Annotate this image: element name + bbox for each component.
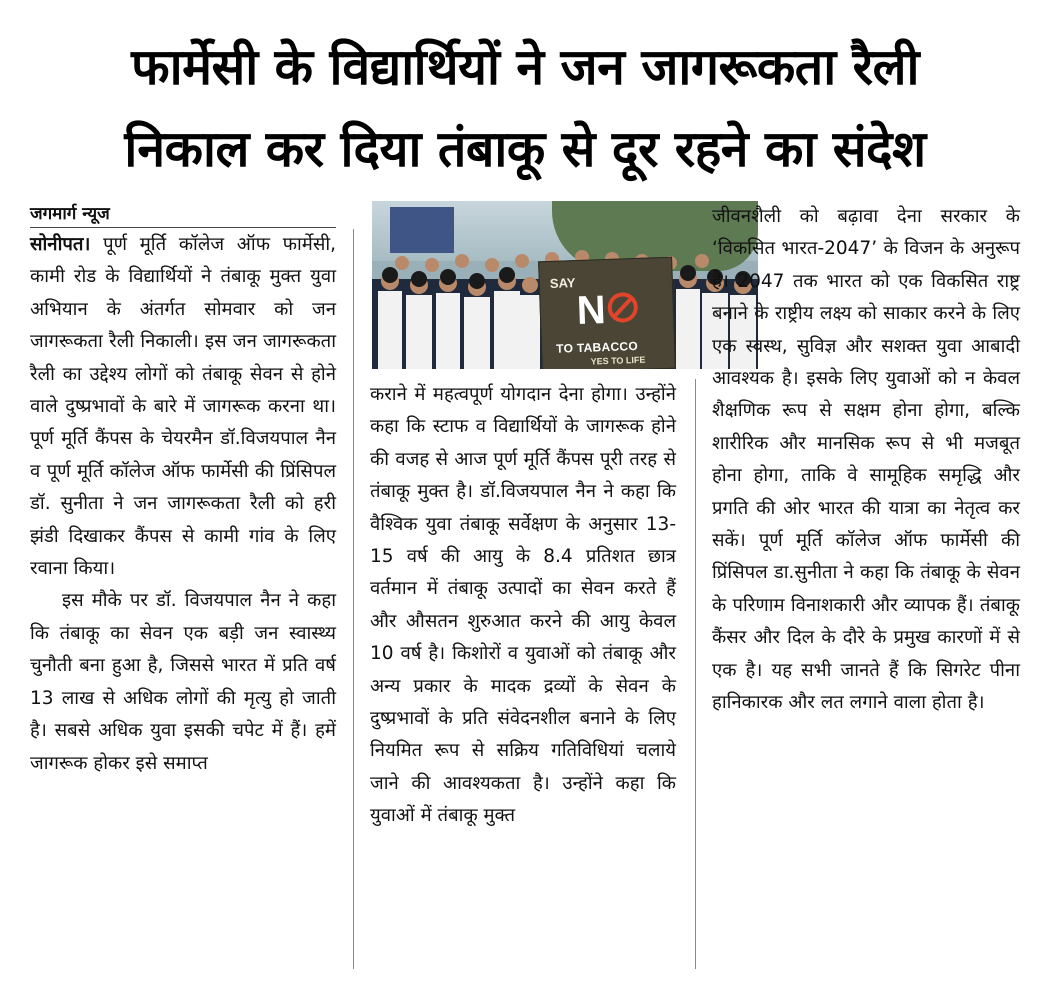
headline-line-2: निकाल कर दिया तंबाकू से दूर रहने का संदेश: [124, 120, 926, 178]
column-1-paragraph-2: इस मौके पर डॉ. विजयपाल नैन ने कहा कि तंबाकू का सेवन एक बड़ी जन स्वास्थ्य चुनौती बना हुआ है, जिससे भारत में प्रति वर्ष 13 लाख से अधिक लोगों की मृत्यु हो जाती है। सबसे अधिक युवा इसकी चपेट में हैं। हमें जागरूक होकर इसे समाप्त: [30, 590, 336, 774]
no-tobacco-banner: [538, 257, 676, 369]
column-1-paragraph-1: पूर्ण मूर्ति कॉलेज ऑफ फार्मेसी, कामी रोड के विद्यार्थियों ने तंबाकू मुक्त युवा अभियान के अंतर्गत सोमवार को जन जागरूकता रैली निकाली। इस जन जागरूकता रैली का उद्देश्य लोगों को तंबाकू सेवन से होने वाले दुष्प्रभावों के बारे में जागरूक करना था। पूर्ण मूर्ति कैंपस के चेयरमैन डॉ.विजयपाल नैन व पूर्ण मूर्ति कॉलेज ऑफ फार्मेसी की प्रिंसिपल डॉ. सुनीता ने जन जागरूकता रैली को हरी झंडी दिखाकर कैंपस से कामी गांव के लिए रवाना किया।: [30, 234, 337, 580]
byline: जगमार्ग न्यूज: [30, 203, 336, 228]
column-divider-1: [353, 229, 354, 969]
headline-line-1: फार्मेसी के विद्यार्थियों ने जन जागरूकता रैली: [131, 38, 919, 96]
column-3-paragraph-1: जीवनशैली को बढ़ावा देना सरकार के ‘विकसित भारत-2047’ के विजन के अनुरूप है। 2047 तक भारत को एक विकसित राष्ट्र बनाने के राष्ट्रीय लक्ष्य को साकार करने के लिए एक स्वस्थ, सुविज्ञ और सशक्त युवा आबादी आवश्यक है। इसके लिए युवाओं को न केवल शैक्षणिक रूप से सक्षम होना होगा, बल्कि शारीरिक और मानसिक रूप से भी मजबूत होना होगा, ताकि वे सामूहिक समृद्धि और प्रगति की ओर भारत की यात्रा का नेतृत्व कर सकें। पूर्ण मूर्ति कॉलेज ऑफ फार्मेसी की प्रिंसिपल डा.सुनीता ने कहा कि तंबाकू के सेवन के परिणाम विनाशकारी और व्यापक हैं। तंबाकू कैंसर और दिल के दौरे के प्रमुख कारणों में से एक है। यह सभी जानते हैं कि सिगरेट पीना हानिकारक और लत लगाने वाला होता है।: [712, 206, 1021, 714]
column-2: [370, 379, 676, 833]
column-2-paragraph-1: कराने में महत्वपूर्ण योगदान देना होगा। उन्होंने कहा कि स्टाफ व विद्यार्थियों के जागरूक होने की वजह से आज पूर्ण मूर्ति कैंपस पूरी तरह से तंबाकू मुक्त है। डॉ.विजयपाल नैन ने कहा कि वैश्विक युवा तंबाकू सर्वेक्षण के अनुसार 13-15 वर्ष की आयु के 8.4 प्रतिशत छात्र वर्तमान में तंबाकू उत्पादों का सेवन करते हैं और औसतन शुरुआत करने की आयु केवल 10 वर्ष है। किशोरों व युवाओं को तंबाकू और अन्य प्रकार के मादक द्रव्यों के सेवन के दुष्प्रभावों के प्रति संवेदनशील बनाने के लिए नियमित रूप से सक्रिय गतिविधियां चलाये जाने की आवश्यकता है। उन्होंने कहा कि युवाओं में तंबाकू मुक्त: [370, 384, 676, 827]
no-smoking-icon: [606, 291, 639, 324]
banner-yes-to-life-text: YES TO LIFE: [590, 354, 646, 367]
banner-no-text: N: [576, 288, 607, 334]
column-1: [30, 229, 336, 780]
banner-to-tobacco-text: TO TABACCO: [555, 338, 639, 356]
news-photo: [372, 201, 758, 369]
column-divider-2: [695, 379, 696, 969]
dateline: सोनीपत।: [30, 234, 91, 255]
column-3: [712, 201, 1020, 720]
banner-say-text: SAY: [549, 275, 576, 291]
